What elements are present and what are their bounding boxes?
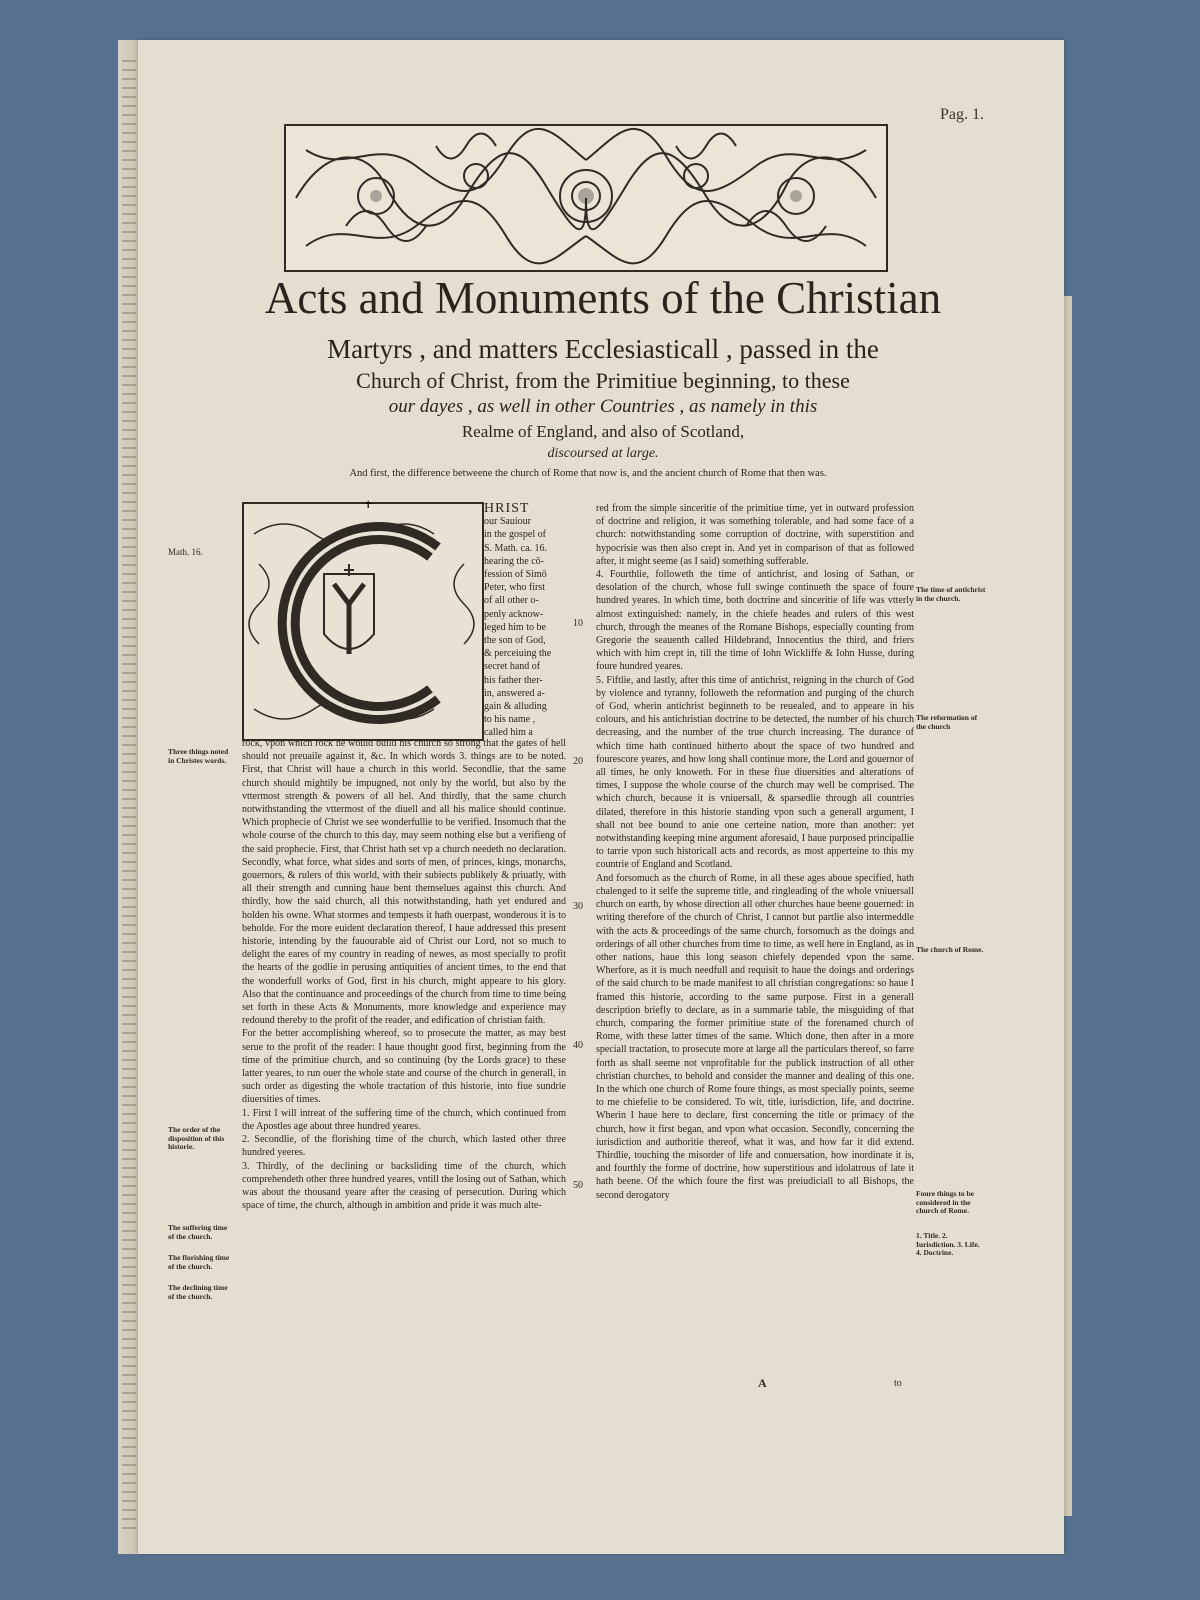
paragraph: And forsomuch as the church of Rome, in all these ages aboue specified, hath chalenged to it selfe the supreme title, and ringleading of the whole vniuersall church on earth, by whose direction all other churches haue beene gouerned: in writing therefore of the church of Christ, I cannot but partlie also intermeddle with the acts & proceedings of the same church, forsomuch as the doings and orderings of all other churches from time to time, as well here in England, as in other nations, haue this long season chiefely depended vpon the same. Wherfore, as it is much needfull and requisit to haue the doings and orderings of the said church to be made manifest to all christian congregations: so haue I framed this historie, according to the same purpose. First in a generall description briefly to declare, as in a summarie table, the misguiding of that church, comparing the former primitiue state of the forenamed church of Rome, with these latter times of the same. Which done, then after in a more speciall tractation, to prosecute more at large all the particulars thereof, so farre forth as shall seeme not vnprofitable for the publick instruction of all other christian churches, to behold and consider the manner and dealing of this one. In the which one church of Rome foure things, as most specially points, seeme to me chiefelie to be considered. To wit, title, iurisdiction, life, and doctrine. Wherin I haue here to declare, first concerning the title or primacy of the church, how it first began, and vpon what occasion. Secondly, concerning the iurisdiction and authoritie thereof, what it was, and how far it did extend. Thirdlie, touching the misorder of life and conuersation, how inordinate it is, and fourthly the forme of doctrine, how superstitious and idolatrous of late it hath beene. Of the which foure the first was preiudiciall to all Bishops, the second derogatory [596, 872, 914, 1201]
paragraph: 4. Fourthlie, followeth the time of antichrist, and losing of Sathan, or desolation of the church, whose full swinge continueth the space of foure hundred yeares. In which time, both doctrine and sinceritie of life was vtterly almost extinguished: namely, in the chiefe heades and rulers of this west church, through the meanes of the Romane Bishops, especially counting from Gregorie the seauenth called Hildebrand, Innocentius the third, and friers which with him crept in, till the time of Iohn Wickliffe & Iohn Husse, during foure hundred yeares. [596, 569, 914, 673]
paragraph: 1. First I will intreat of the suffering time of the church, which continued from the Apostles age about three hundred yeares. [242, 1107, 566, 1132]
paragraph: rock, vpon which rock he would build his church so strong that the gates of hell should not preuaile against it, &c. In which words 3. things are to be noted. First, that Christ will haue a church in this world. Secondlie, that the same church should mightily be impugned, not only by the world, but also by the vttermost strength & powers of all hel. And thirdly, that the same church notwithstanding the vttermost of the diuell and all his malice should continue. Which prophecie of Christ we see wonderfullie to be verified. Insomuch that the whole course of the church to this day, may seem nothing else but a verifieng of the said prophecie. First, that Christ hath set vp a church needeth no declaration. Secondly, what force, what sides and sorts of men, of princes, kings, monarchs, gouernors, & rulers of this world, with their subiects publikely & priuatly, with all their strength and cunning haue bent themselues against this church. And thirdly, how the said church, all this notwithstanding, hath yet endured and holden his owne. What stormes and tempests it hath ouerpast, wonderous it is to beholde. For the more euident declaration thereof, I haue addressed this present historie, intending by the fauourable aid of Christ our Lord, not so much to delight the eares of my country in reading of newes, as most specially to profit the hearts of the godlie in perusing antiquities of ancient times, to the end that the wonderfull works of God, first in his church, might appeare to his glory. Also that the continuance and proceedings of the church from time to time being set forth in these Acts & Monuments, more knowledge and experience may redound thereby to the profit of the reader, and edification of christian faith. [242, 738, 566, 1027]
intro-line: penly acknow- [484, 608, 544, 620]
margin-note-declining: The declining time of the church. [168, 1283, 228, 1301]
margin-note-florishing: The florishing time of the church. [168, 1253, 230, 1271]
paragraph: 3. Thirdly, of the declining or backsliding time of the church, which comprehendeth other three hundred yeares, vntill the losing out of Sathan, which was about the thousand yeare after the ceasing of persecution. During which space of time, the church, although in ambition and pride it was much alte- [242, 1160, 566, 1212]
line-number: 40 [573, 1040, 583, 1051]
intro-line: to his name , [484, 714, 536, 726]
intro-line: HRIST [484, 501, 530, 516]
margin-note-rome: The church of Rome. [916, 945, 984, 954]
book-page [138, 40, 1064, 1554]
intro-line: in, answered a- [484, 687, 545, 699]
subtitle: And first, the difference betweene the church of Rome that now is, and the ancient church of Rome that then was. [349, 468, 827, 479]
paragraph: 2. Secondlie, of the florishing time of the church, which lasted other three hundred yeeres. [242, 1134, 566, 1159]
paragraph: red from the simple sinceritie of the primitiue time, yet in outward profession of doctrine and religion, it was something tolerable, and had some face of a church: notwithstanding some corruption of doctrine, with superstition and hypocrisie was then also crept in. And yet in comparison of that as followed after, it might seeme (as I said) something sufferable. [596, 503, 914, 567]
intro-line: hearing the cō- [484, 555, 544, 567]
title-line-1: Acts and Monuments of the Christian [264, 273, 942, 323]
paragraph: For the better accomplishing whereof, so to prosecute the matter, as may best serue to the profit of the reader: I haue thought good first, beginning from the time of the primitiue church, and so continuing (by the Lords grace) to these latter yeares, to run ouer the whole state and course of the church in generall, in such order as digesting the whole tractation of this historie, into fiue sundrie diuersities of times. [242, 1028, 566, 1106]
intro-line: Peter, who first [484, 582, 545, 594]
line-number: 30 [573, 901, 583, 912]
margin-note-math: Math. 16. [168, 547, 203, 557]
margin-note-reformation: The reformation of the church [916, 713, 978, 731]
intro-column [484, 502, 566, 740]
intro-line: his father ther- [484, 674, 543, 686]
title-line-3: Church of Christ, from the Primitiue beginning, to these [356, 368, 850, 393]
margin-note-suffering: The suffering time of the church. [168, 1223, 228, 1241]
margin-note-foure-things: Foure things to be considered in the church of Rome. [916, 1189, 974, 1216]
margin-note-foure-list: 1. Title. 2. Iurisdiction. 3. Life. 4. Doctrine. [916, 1231, 980, 1258]
intro-line: gain & alluding [484, 701, 547, 713]
intro-line: of all other o- [484, 595, 539, 607]
intro-line: S. Math. ca. 16. [484, 542, 548, 554]
left-text-column [242, 737, 566, 1212]
decorated-initial-c [242, 502, 484, 741]
intro-line: in the gospel of [484, 529, 546, 541]
right-text-column [596, 502, 914, 1202]
line-number: 20 [573, 756, 583, 767]
intro-line: & perceiuing the [484, 648, 552, 660]
margin-note-three-things: Three things noted in Christes words. [168, 747, 229, 765]
intro-line: our Sauiour [484, 516, 531, 528]
intro-line: the son of God, [484, 635, 546, 647]
ornamental-headpiece [284, 124, 888, 272]
title-line-4: our dayes , as well in other Countries , as namely in this [388, 396, 818, 417]
intro-line: leged him to be [484, 621, 546, 633]
title-line-2: Martyrs , and matters Ecclesiasticall , passed in the [327, 334, 879, 364]
margin-note-antichrist: The time of antichrist in the church. [916, 585, 986, 603]
catchword: to [894, 1378, 902, 1389]
signature-mark: A [758, 1376, 767, 1390]
paragraph: 5. Fiftlie, and lastly, after this time of antichrist, reigning in the church of God by violence and tyranny, followeth the reformation and purging of the church of God, wherin antichrist beginneth to be reuealed, and to appeare in his colours, and his antichristian doctrine to be detected, the number of his church decreasing, and the number of the true church increasing. The durance of which time hath continued hitherto about the space of two hundred and fourescore yeares, and how long shall continue more, the Lord and gouernor of all times, he only knoweth. For in these fiue diuersities and alterations of times, I suppose the whole course of the church may well be comprised. The which church, because it is vniuersall, & sparsedlie through all countries dilated, therefore in this historie standing vpon such a generall argument, I shall not bee bound to anie one certeine nation, more than another: yet notwithstanding keeping mine argument aforesaid, I haue purposed principallie to tarrie vpon such historicall acts and records, as most apperteine to this my countrie of England and Scotland. [596, 674, 914, 871]
page-number: Pag. 1. [940, 106, 984, 123]
previous-page-text-strip [122, 60, 136, 1530]
intro-line: fession of Simō [484, 569, 547, 581]
title-line-6: discoursed at large. [547, 446, 659, 461]
cross-mark: ✝ [364, 500, 373, 511]
line-number: 10 [573, 618, 583, 629]
line-number: 50 [573, 1180, 583, 1191]
title-line-5: Realme of England, and also of Scotland, [461, 422, 745, 441]
intro-line: secret hand of [484, 661, 541, 673]
intro-line: called him a [484, 727, 533, 739]
margin-note-order: The order of the disposition of this historie. [168, 1125, 225, 1152]
